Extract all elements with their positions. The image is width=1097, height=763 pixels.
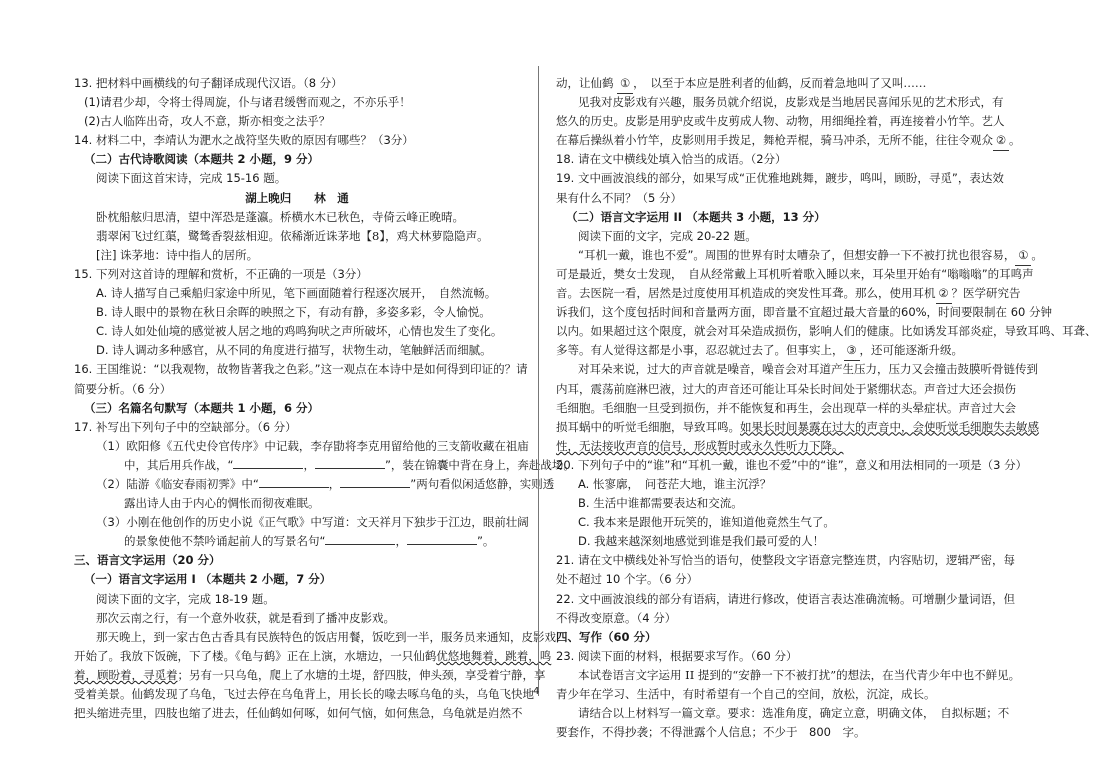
blank-marker[interactable]: ②: [936, 284, 952, 304]
question-15: 15. 下列对这首诗的理解和赏析，不正确的一项是（3分）: [74, 266, 368, 281]
reading-instruction: 阅读下面的文字，完成 20-22 题。: [578, 228, 757, 243]
text-fragment: 。: [1009, 133, 1021, 148]
text-fragment: ，: [328, 476, 341, 491]
question-21-line-2: 处不超过 10 个字。（6 分）: [556, 572, 699, 587]
right-column: [556, 74, 1097, 742]
question-19-line-1: 19. 文中画波浪线的部分，如果写成“正优雅地跳舞，踱步，鸣叫，顾盼，寻觅”，表达效: [556, 171, 1004, 186]
text-fragment: ”。: [476, 534, 495, 549]
passage-line: 对耳朵来说，过大的声音就是噪音，噪音会对耳道产生压力，压力又会撞击鼓膜听骨链传到: [578, 362, 1038, 377]
option-15-b: B. 诗人眼中的景物在秋日余晖的映照之下，有动有静，多姿多彩，令人愉悦。: [96, 305, 491, 320]
question-17-item-2-line-1: [74, 475, 555, 494]
question-16-line-1: 16. 王国维说：“以我观物，故物皆著我之色彩。”这一观点在本诗中是如何得到印证的？请: [74, 362, 528, 377]
fill-blank[interactable]: [340, 475, 410, 488]
reading-instruction: 阅读下面这首宋诗，完成 15-16 题。: [96, 171, 287, 186]
text-fragment: 的景象使他不禁吟诵起前人的写景名句“: [124, 534, 326, 549]
text-fragment: （2）陆游《临安春雨初霁》中“: [96, 476, 259, 491]
passage-line: 诉我们，这个度包括时间和音量两方面，即音量不宜超过最大音量的60%，时间要限制在 60 分钟: [556, 305, 1053, 320]
writing-material-line: 青少年在学习、生活中，有时希望有一个自己的空间，放松，沉淀，成长。: [556, 687, 936, 701]
question-17-item-1-line-1: （1）欧阳修《五代史伶官传序》中记载，李存勖将李克用留给他的三支箭收藏在祖庙: [96, 438, 529, 453]
part-heading-writing: 四、写作（60 分）: [556, 629, 657, 644]
passage-line: 见我对皮影戏有兴趣，服务员就介绍说，皮影戏是当地居民喜闻乐见的艺术形式，有: [578, 95, 1004, 110]
fill-blank[interactable]: [315, 456, 385, 469]
passage-line: 那天晚上，到一家古色古香具有民族特色的饭店用餐，饭吃到一半，服务员来通知，皮影戏: [96, 629, 556, 644]
question-14: 14. 材料二中，李靖认为淝水之战符坚失败的原因有哪些？（3分）: [74, 133, 414, 148]
wavy-underlined-text: 如果长时间暴露在过大的声音中，会使听觉毛细胞失去敏感: [740, 419, 1039, 434]
option-20-b: B. 生活中谁都需要表达和交流。: [578, 496, 743, 511]
passage-line: 那次云南之行，有一个意外收获，就是看到了播冲皮影戏。: [96, 610, 395, 625]
text-fragment: ，: [303, 457, 315, 472]
text-fragment: ，: [395, 534, 407, 549]
question-23: 23. 阅读下面的材料，根据要求写作。（60 分）: [556, 648, 798, 663]
left-column: [74, 74, 575, 723]
poem-line-1: 卧枕船舷归思清，望中浑恐是蓬瀛。桥横水木已秋色，寺倚云峰正晚晴。: [96, 209, 464, 224]
text-fragment: ；另有一只乌龟，爬上了水塘的土堤，舒四肢，伸头颈，享受着宁静，享: [177, 667, 546, 682]
blank-marker[interactable]: ①: [617, 74, 633, 94]
page-number: 4: [533, 686, 540, 697]
text-fragment: 。: [1031, 247, 1043, 262]
section-heading-poetry: （二）古代诗歌阅读（本题共 2 小题，9 分）: [84, 152, 320, 167]
question-20: 20. 下列句子中的“谁”和“耳机一戴，谁也不爱”中的“谁”，意义和用法相同的一项是（3 分）: [556, 457, 1028, 472]
text-fragment: 动，让仙鹤: [556, 76, 614, 90]
question-13-item-1: (1)请君少却，令将士得周旋，仆与诸君缓辔而观之，不亦乐乎！: [84, 95, 411, 110]
wavy-underlined-text: 性，无法接收声音的信号，形成暂时或永久性听力下降。: [556, 438, 844, 453]
text-fragment: ， 以至于本应是胜利者的仙鹤，反而着急地叫了又叫……: [633, 76, 927, 90]
writing-requirement-line: 要套作，不得抄袭；不得泄露个人信息；不少于 800 字。: [556, 725, 866, 740]
text-fragment: ，还可能逐渐升级。: [859, 343, 963, 358]
text-fragment: 开始了。我放下饭碗，下了楼。《龟与鹤》正在上演，水塘边，一只仙鹤: [74, 648, 437, 663]
passage-line: [74, 647, 552, 666]
question-17-item-1-line-2: [74, 456, 575, 475]
option-20-c: C. 我本来是跟他开玩笑的，谁知道他竟然生气了。: [578, 515, 835, 530]
question-21-line-1: 21. 请在文中横线处补写恰当的语句，使整段文字语意完整连贯，内容贴切，逻辑严密，每: [556, 553, 1015, 568]
question-18: 18. 请在文中横线处填入恰当的成语。（2分）: [556, 152, 787, 167]
fill-blank[interactable]: [407, 532, 477, 545]
question-13-item-2: (2)古人临阵出奇，攻人不意，斯亦相变之法乎？: [84, 114, 331, 129]
option-15-d: D. 诗人调动多种感官，从不同的角度进行描写，状物生动，笔触鲜活而细腻。: [96, 343, 492, 358]
poem-title: 湖上晚归 林 通: [245, 190, 349, 205]
text-fragment: 损耳蜗中的听觉毛细胞，导致耳鸣。: [556, 419, 740, 434]
passage-line: [556, 284, 1021, 303]
passage-line: [556, 131, 1021, 150]
text-fragment: “耳机一戴，谁也不爱”。周围的世界有时太嘈杂了，但想安静一下不被打扰也很容易，: [578, 247, 1016, 262]
wavy-underlined-text: 优悠地舞着，跳着，鸣: [436, 648, 552, 663]
passage-line: 毛细胞。毛细胞一旦受到损伤，并不能恢复和再生，会出现草一样的头晕症状。声音过大会: [556, 400, 1016, 415]
question-16-line-2: 简要分析。（6 分）: [74, 381, 172, 396]
text-fragment: 音。去医院一看，居然是过度使用耳机造成的突发性耳聋。那么，使用耳机: [556, 286, 936, 301]
passage-line: [556, 437, 1008, 456]
question-22-line-1: 22. 文中画波浪线的部分有语病，请进行修改，使语言表达准确流畅。可增删少量词语，但: [556, 591, 1015, 606]
text-fragment: ”两句看似闲适悠静，实则透: [410, 476, 555, 491]
text-fragment: ？医学研究告: [951, 286, 1021, 301]
reading-instruction: 阅读下面的文字，完成 18-19 题。: [96, 591, 275, 606]
option-15-c: C. 诗人如处仙境的感觉被人居之地的鸡鸣狗吠之声所破坏，心情也发生了变化。: [96, 324, 503, 339]
text-fragment: 多等。有人觉得这都是小事，忍忍就过去了。但事实上，: [556, 343, 844, 358]
passage-line: 悠久的历史。皮影是用驴皮或牛皮剪成人物、动物，用细绳拴着，再连接着小竹竿。艺人: [556, 114, 1005, 129]
passage-line: [556, 341, 1008, 360]
fill-blank[interactable]: [233, 456, 303, 469]
text-fragment: ”，装在锦囊中背在身上，奔赴战场。: [384, 457, 575, 472]
passage-line: 内耳，震荡前庭淋巴液，过大的声音还可能让耳朵长时间处于紧绷状态。声音过大还会损伤: [556, 381, 1016, 396]
section-heading-language-2: （二）语言文字运用 II （本题共 3 小题，13 分）: [566, 209, 826, 224]
question-19-line-2: 果有什么不同？（5 分）: [556, 190, 682, 205]
writing-material-line: 本试卷语言文字运用 II 提到的“安静一下不被打扰”的想法，在当代青少年中也不鲜见。: [578, 667, 1021, 682]
blank-marker[interactable]: ③: [844, 341, 860, 361]
passage-line: 把头缩进壳里，四肢也缩了进去，任仙鹤如何啄，如何气恼，如何焦急，乌龟就是岿然不: [74, 706, 523, 721]
question-22-line-2: 不得改变原意。（4 分）: [556, 610, 677, 625]
question-17-item-2-line-2: 露出诗人由于内心的惆怅而彻夜难眠。: [124, 496, 320, 511]
passage-line: 受着美景。仙鹤发现了乌龟，飞过去停在乌龟背上，用长长的喙去啄乌龟的头，乌龟飞快地: [74, 687, 534, 701]
passage-line: 以内。如果超过这个限度，就会对耳朵造成损伤，影响人们的健康。比如诱发耳部炎症，导致耳鸣、耳聋、: [556, 324, 1097, 339]
blank-marker[interactable]: ①: [1015, 246, 1031, 266]
poem-note: [注] 诛茅地：诗中指人的居所。: [96, 247, 259, 262]
section-heading-language-1: （一）语言文字运用 I （本题共 2 小题，7 分）: [84, 572, 332, 587]
text-fragment: 在幕后操纵着小竹竿，皮影则用手拨足，舞枪弄棍，骑马冲杀，无所不能，往往令观众: [556, 133, 993, 148]
part-heading-language: 三、语言文字运用（20 分）: [74, 553, 221, 568]
writing-requirement-line: 请结合以上材料写一篇文章。要求：选准角度，确定立意，明确文体， 自拟标题；不: [578, 706, 1010, 721]
passage-line: [74, 666, 546, 685]
fill-blank[interactable]: [259, 475, 329, 488]
column-divider: [538, 66, 539, 696]
wavy-underlined-text: 着，顾盼着，寻觅着: [74, 667, 178, 682]
blank-marker[interactable]: ②: [993, 131, 1009, 151]
poem-line-2: 翡翠闲飞过红蕖，鹭鸶香裂兹相迎。依稀渐近诛茅地【8】，鸡犬林萝隐隐声。: [96, 228, 489, 243]
option-20-d: D. 我越来越深刻地感觉到谁是我们最可爱的人！: [578, 534, 825, 549]
question-17-item-3-line-2: [74, 532, 520, 551]
question-13: 13. 把材料中画横线的句子翻译成现代汉语。（8 分）: [74, 76, 343, 90]
passage-line: [556, 418, 1039, 437]
option-15-a: A. 诗人描写自己乘船归家途中所见，笔下画面随着行程逐次展开， 自然流畅。: [96, 286, 497, 301]
passage-line: [556, 246, 1043, 265]
option-20-a: A. 怅寥廓， 问苍茫大地，谁主沉浮？: [578, 476, 772, 491]
passage-line: [556, 74, 1008, 93]
question-17-item-3-line-1: （3）小刚在他创作的历史小说《正气歌》中写道：文天祥月下独步于江边，眼前壮阔: [96, 515, 529, 530]
fill-blank[interactable]: [325, 532, 395, 545]
question-17: 17. 补写出下列句子中的空缺部分。（6 分）: [74, 419, 297, 434]
passage-line: 可是最近，樊女士发现， 自从经常戴上耳机听着歌入睡以来，耳朵里开始有“嗡嗡嗡”的耳鸣声: [556, 266, 1034, 281]
text-fragment: 中，其后用兵作战，“: [124, 457, 234, 472]
section-heading-dictation: （三）名篇名句默写（本题共 1 小题，6 分）: [84, 400, 320, 415]
